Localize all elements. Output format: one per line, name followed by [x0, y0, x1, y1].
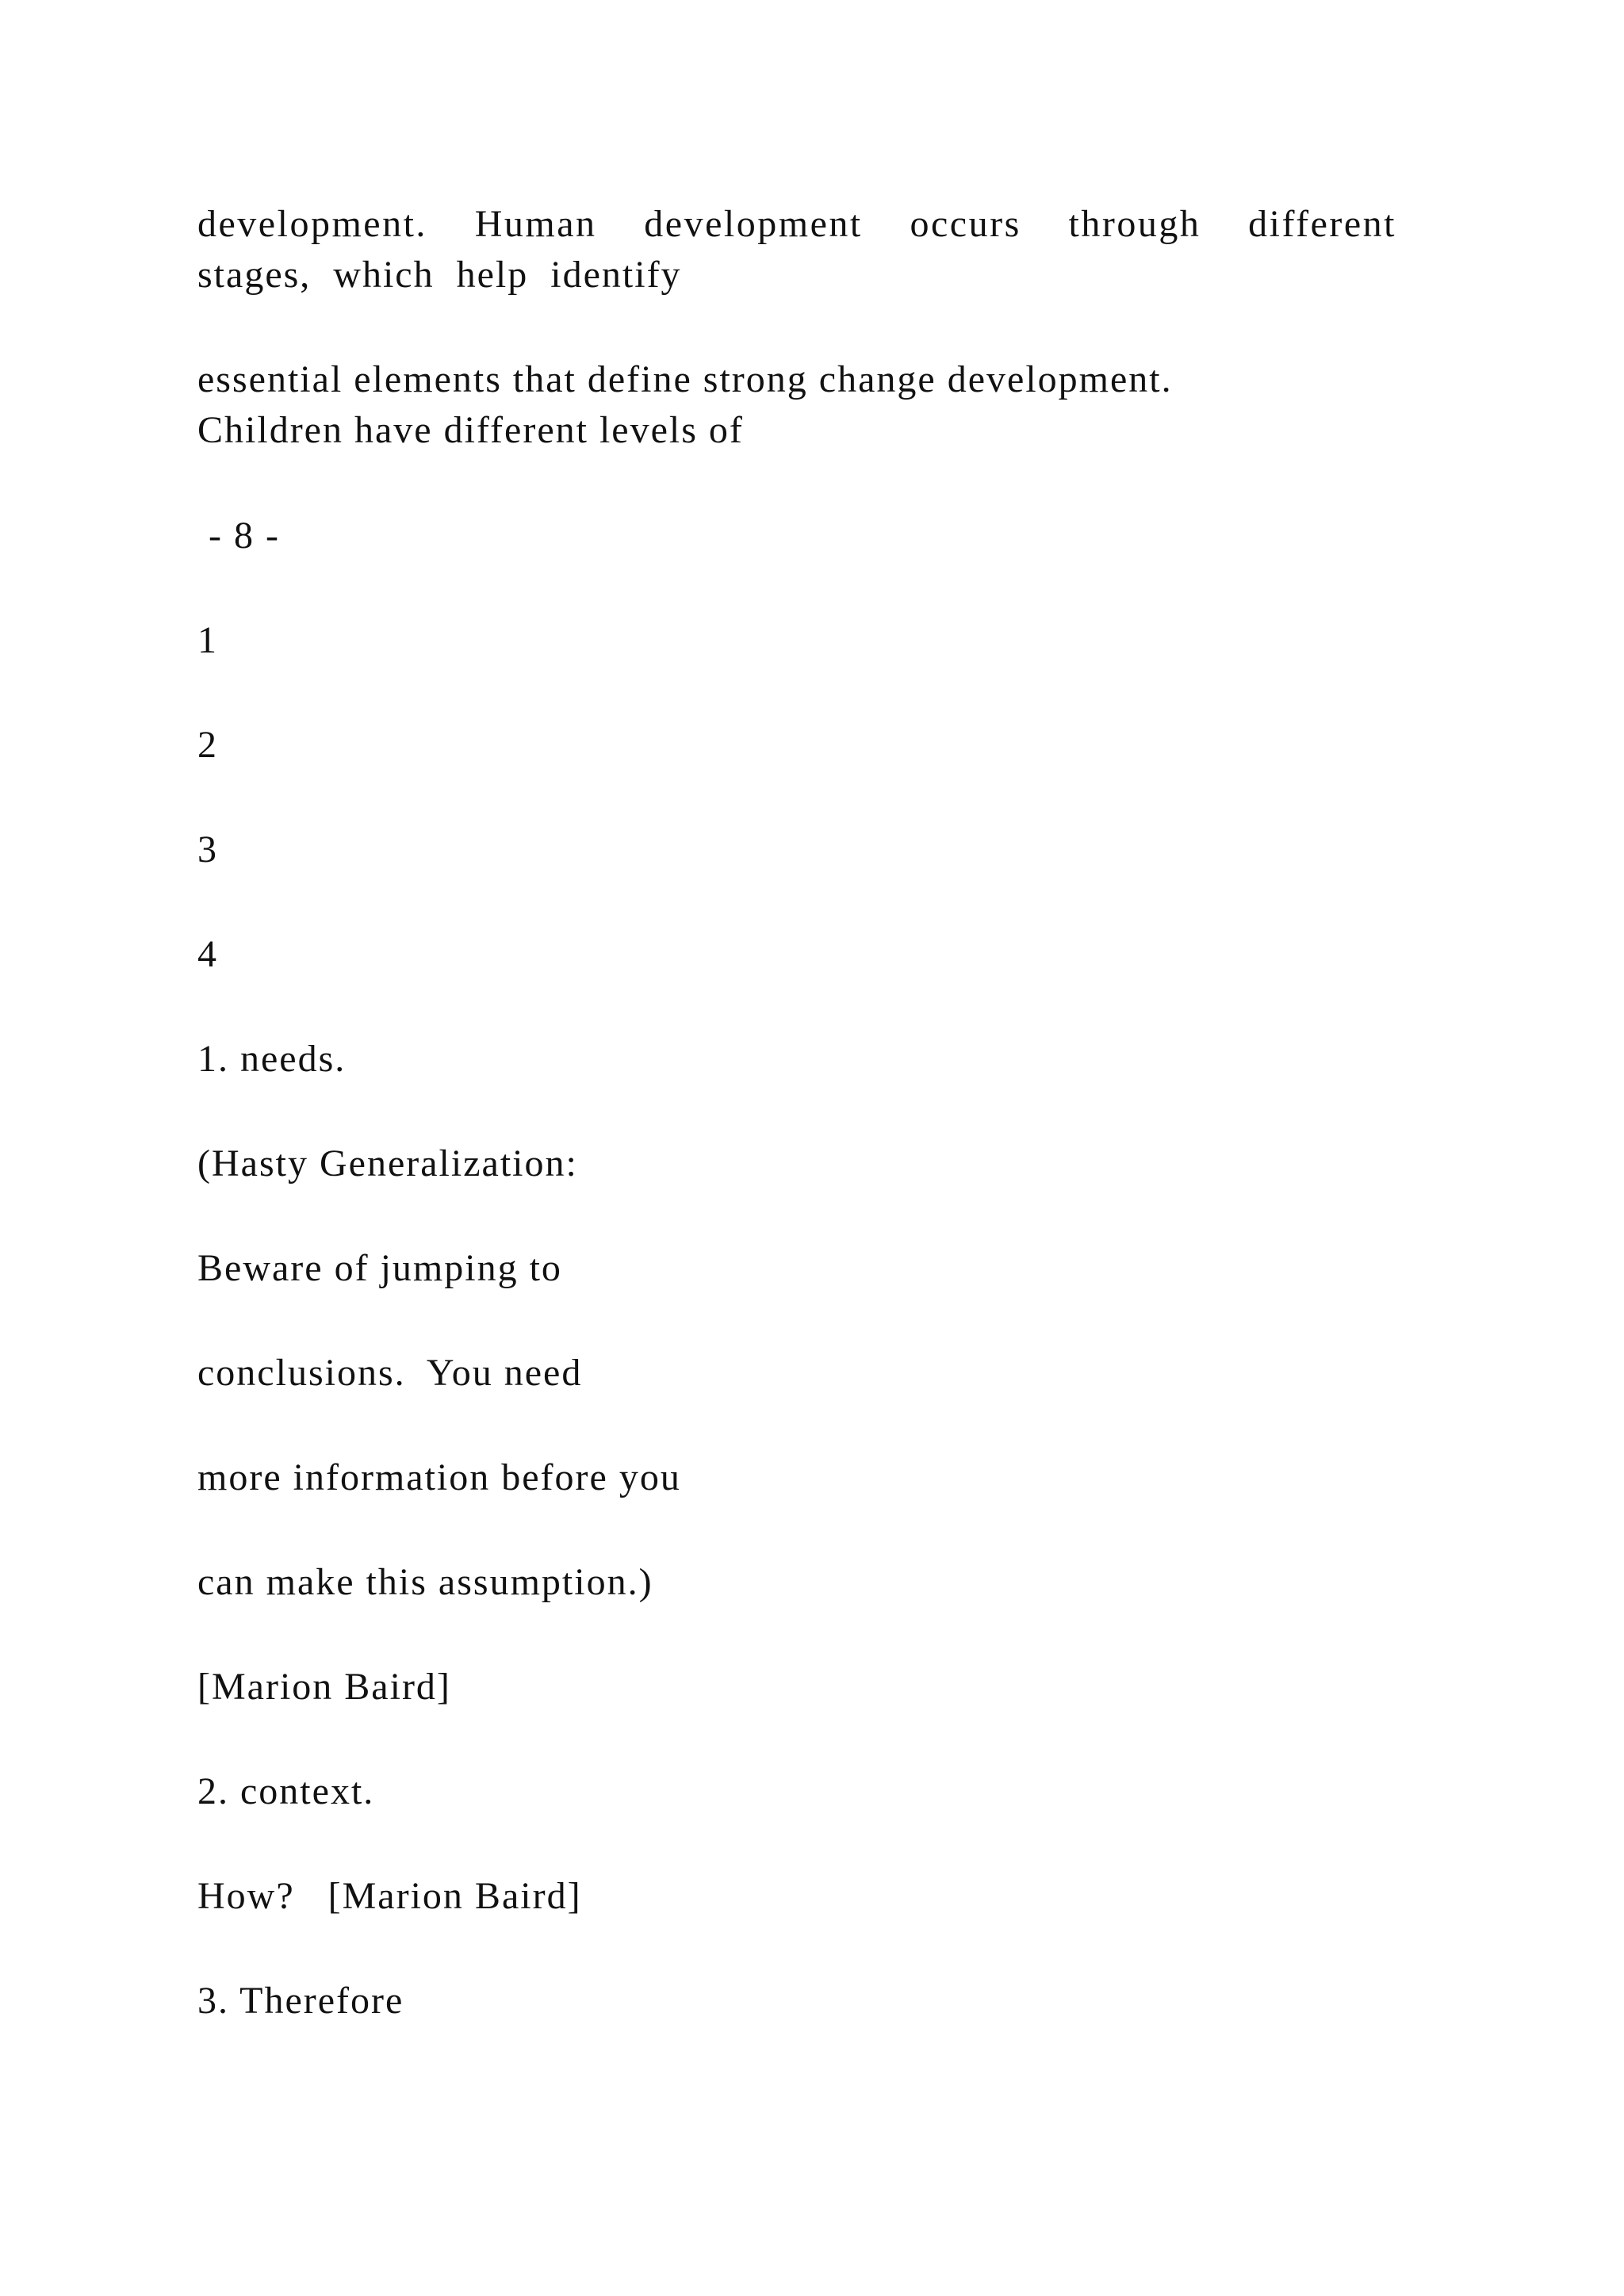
- comment-3-heading: 3. Therefore: [197, 1980, 404, 2022]
- comment-1-text-line: conclusions. You need: [197, 1352, 583, 1394]
- page-number: - 8 -: [197, 515, 280, 557]
- comment-marker-2: 2: [197, 724, 218, 766]
- comment-1-heading: 1. needs.: [197, 1038, 347, 1080]
- comment-2-text: How? [Marion Baird]: [197, 1875, 582, 1917]
- comment-marker-3: 3: [197, 828, 218, 871]
- comment-marker-1: 1: [197, 619, 218, 661]
- comment-1-author: [Marion Baird]: [197, 1666, 451, 1708]
- paragraph-1-line-1: development. Human development occurs through different: [197, 203, 1396, 245]
- comment-2-heading: 2. context.: [197, 1770, 375, 1812]
- paragraph-2-line-1: essential elements that define strong change development.: [197, 358, 1173, 400]
- comment-marker-4: 4: [197, 933, 218, 975]
- comment-1-text-line: can make this assumption.): [197, 1561, 653, 1603]
- comment-1-text-line: Beware of jumping to: [197, 1247, 562, 1289]
- comment-1-text-line: (Hasty Generalization:: [197, 1142, 578, 1184]
- comment-1-text-line: more information before you: [197, 1456, 681, 1498]
- paragraph-2-line-2: Children have different levels of: [197, 409, 744, 451]
- paragraph-1-line-2: stages, which help identify: [197, 254, 682, 296]
